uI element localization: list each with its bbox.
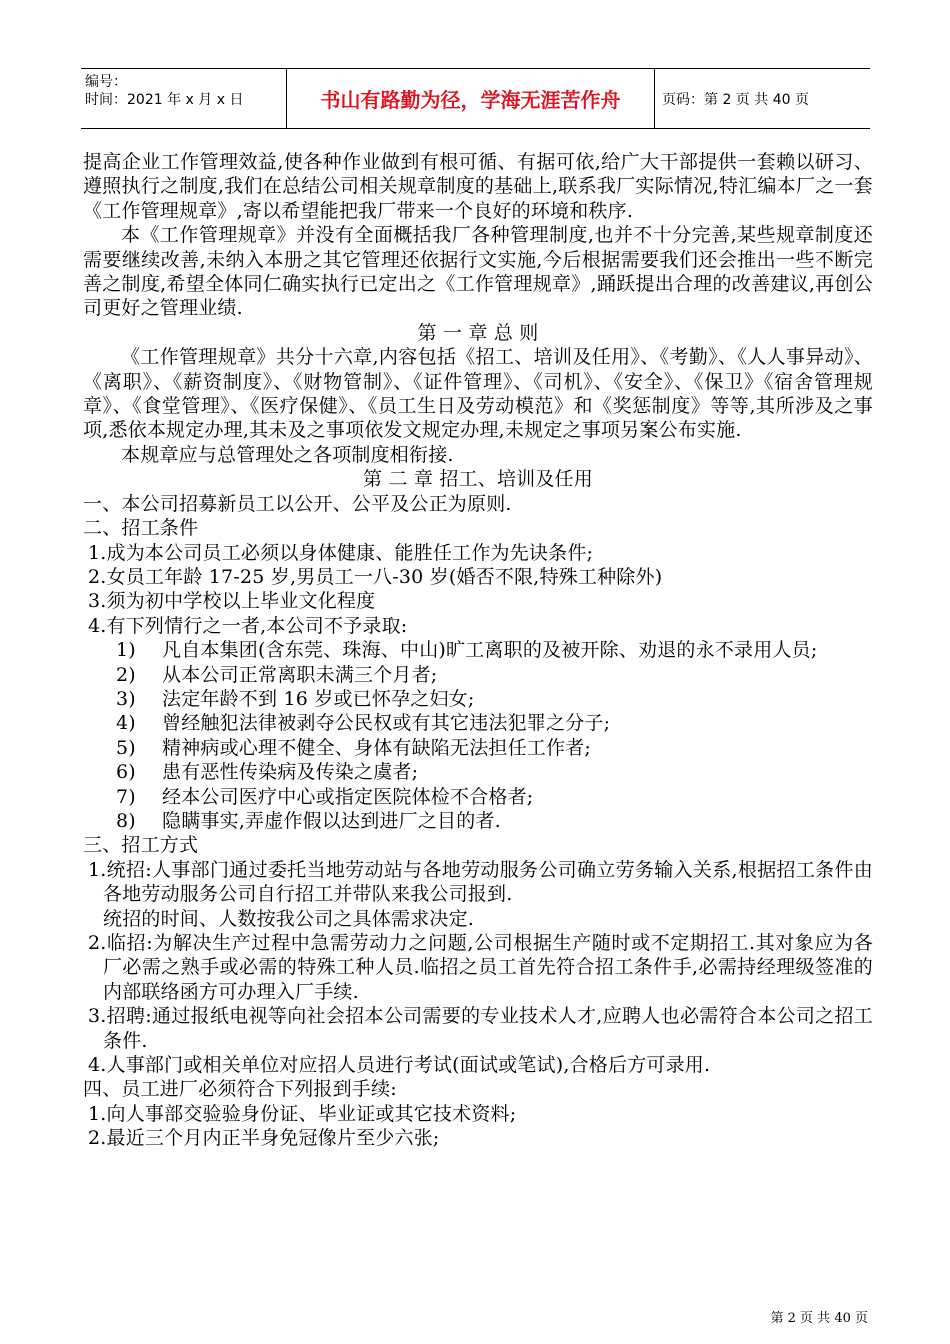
section-3-item-4: 4.人事部门或相关单位对应招人员进行考试(面试或笔试),合格后方可录用. — [88, 1054, 711, 1077]
section-3-item-3: 3.招聘:通过报纸电视等向社会招本公司需要的专业技术人才,应聘人也必需符合本公司之招工条件. — [88, 1005, 873, 1052]
intro-paragraph-2: 本《工作管理规章》并没有全面概括我厂各种管理制度,也并不十分完善,某些规章制度还需要继续改善,未纳入本册之其它管理还依据行文实施,今后根据需要我们还会推出一些不断完善之制度,希望全体同仁确实执行已定出之《工作管理规章》,踊跃提出合理的改善建议,再创公司更好之管理业绩. — [83, 224, 873, 320]
chapter-1-paragraph-2: 本规章应与总管理处之各项制度相衔接. — [121, 443, 454, 466]
section-2-item-4: 4.有下列情行之一者,本公司不予录取: — [88, 614, 408, 637]
section-4-item-2: 2.最近三个月内正半身免冠像片至少六张; — [88, 1127, 440, 1150]
list-item-number: 3) — [116, 687, 136, 710]
list-item-number: 5) — [116, 736, 136, 759]
section-2-item-2: 2.女员工年龄 17-25 岁,男员工一八-30 岁(婚否不限,特殊工种除外) — [88, 565, 663, 588]
section-3-item-2: 2.临招:为解决生产过程中急需劳动力之问题,公司根据生产随时或不定期招工.其对象应为各厂必需之熟手或必需的特殊工种人员.临招之员工首先符合招工条件手,必需持经理级签准的内部联络函方可办理入厂手续. — [88, 932, 873, 1003]
list-item — [83, 687, 873, 711]
list-item-text: 法定年龄不到 16 岁或已怀孕之妇女; — [162, 687, 475, 710]
list-item-number: 2) — [116, 663, 136, 686]
list-item-number: 1) — [116, 639, 136, 662]
section-3-item-1-note: 统招的时间、人数按我公司之具体需求决定. — [103, 907, 475, 930]
page-footer: 第 2 页 共 40 页 — [770, 1311, 868, 1326]
chapter-1-paragraph-1: 《工作管理规章》共分十六章,内容包括《招工、培训及任用》、《考勤》、《人人事异动》、《离职》、《薪资制度》、《财物管制》、《证件管理》、《司机》、《安全》、《保卫》《宿舍管理规章》、《食堂管理》、《医疗保健》、《员工生日及劳动模范》和《奖惩制度》等等,其所涉及之事项,悉依本规定办理,其未及之事项依发文规定办理,未规定之事项另案公布实施. — [83, 346, 873, 442]
list-item-text: 精神病或心理不健全、身体有缺陷无法担任工作者; — [162, 736, 592, 759]
section-3-item-1: 1.统招:人事部门通过委托当地劳动站与各地劳动服务公司确立劳务输入关系,根据招工条件由各地劳动服务公司自行招工并带队来我公司报到. — [88, 858, 873, 906]
page-header — [81, 68, 870, 129]
list-item-text: 经本公司医疗中心或指定医院体检不合格者; — [162, 785, 534, 808]
list-item-number: 4) — [116, 712, 136, 735]
list-item-number: 6) — [116, 761, 136, 784]
section-3-heading: 三、招工方式 — [83, 834, 199, 857]
list-item-text: 隐瞒事实,弄虚作假以达到进厂之目的者. — [162, 809, 501, 832]
list-item-number: 8) — [116, 809, 136, 832]
list-item-text: 患有恶性传染病及传染之虞者; — [162, 761, 419, 784]
section-2-item-1: 1.成为本公司员工必须以身体健康、能胜任工作为先诀条件; — [88, 541, 594, 564]
chapter-1-title: 第 一 章 总 则 — [417, 321, 539, 344]
section-4-heading: 四、员工进厂必须符合下列报到手续: — [83, 1078, 397, 1101]
header-time: 时间：2021 年 x 月 x 日 — [85, 92, 244, 108]
list-item — [83, 785, 873, 809]
list-item — [83, 760, 873, 784]
section-2-heading: 二、招工条件 — [83, 517, 199, 540]
list-item-text: 从本公司正常离职未满三个月者; — [162, 663, 438, 686]
header-motto: 书山有路勤为径，学海无涯苦作舟 — [287, 69, 655, 128]
list-item-text: 曾经触犯法律被剥夺公民权或有其它违法犯罪之分子; — [162, 712, 611, 735]
list-item — [83, 711, 873, 735]
header-page-number: 页码：第 2 页 共 40 页 — [662, 91, 809, 108]
section-2-item-3: 3.须为初中学校以上毕业文化程度 — [88, 590, 376, 613]
section-4-item-1: 1.向人事部交验验身份证、毕业证或其它技术资料; — [88, 1102, 517, 1125]
list-item — [83, 638, 873, 662]
document-body — [83, 150, 873, 1151]
header-number: 编号： — [85, 74, 127, 90]
intro-paragraph-1: 提高企业工作管理效益,使各种作业做到有根可循、有据可依,给广大干部提供一套赖以研习、遵照执行之制度,我们在总结公司相关规章制度的基础上,联系我厂实际情况,特汇编本厂之一套《工作管理规章》,寄以希望能把我厂带来一个良好的环境和秩序. — [83, 151, 873, 222]
header-meta — [81, 69, 287, 128]
chapter-2-title: 第 二 章 招工、培训及任用 — [363, 468, 593, 491]
list-item — [83, 736, 873, 760]
list-item — [83, 663, 873, 687]
list-item — [83, 809, 873, 833]
list-item-text: 凡自本集团(含东莞、珠海、中山)旷工离职的及被开除、劝退的永不录用人员; — [162, 639, 818, 662]
list-item-number: 7) — [116, 785, 136, 808]
section-1: 一、本公司招募新员工以公开、公平及公正为原则. — [83, 492, 512, 515]
